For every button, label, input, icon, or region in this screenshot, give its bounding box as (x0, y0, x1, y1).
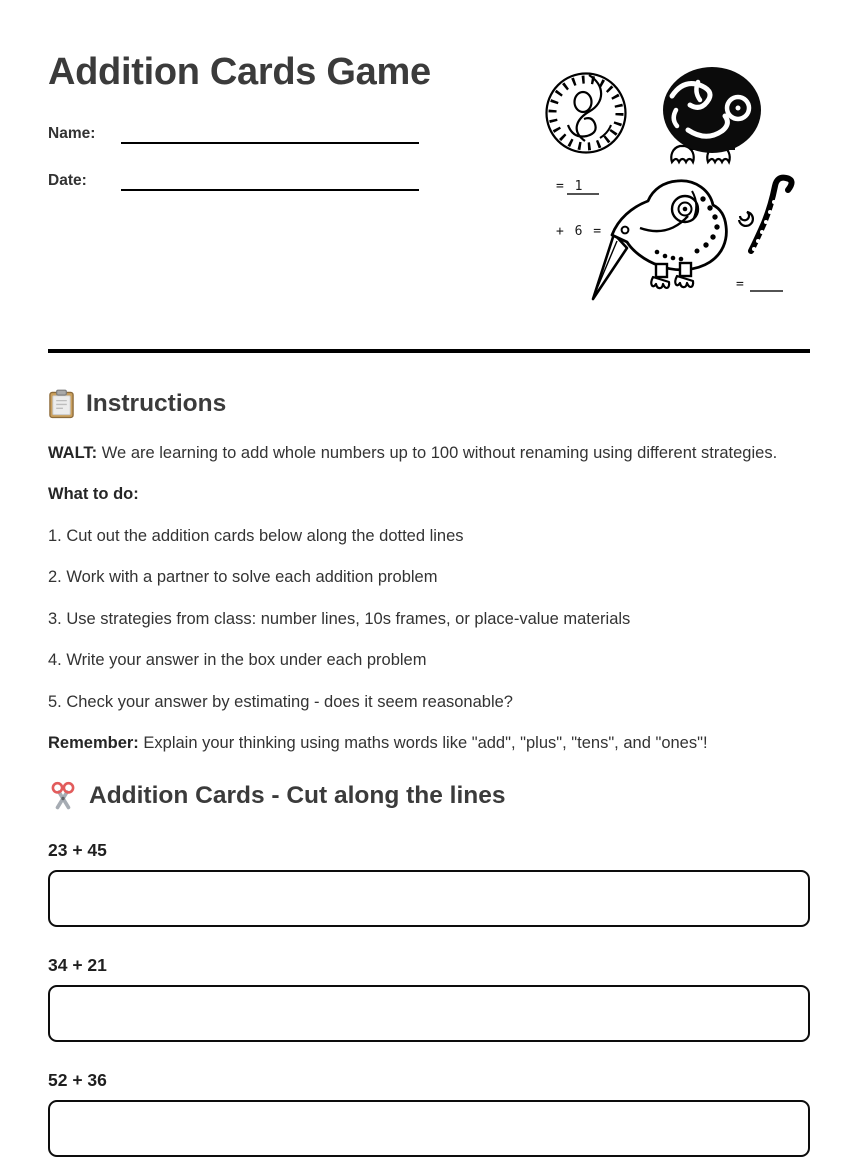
instruction-step-2: 2. Work with a partner to solve each addition problem (48, 568, 438, 586)
walt-text: We are learning to add whole numbers up to 100 without renaming using different strategies. (101, 443, 778, 462)
answer-box-2 (48, 985, 810, 1042)
instruction-step-4: 4. Write your answer in the box under each problem (48, 651, 427, 669)
maori-artwork (540, 58, 812, 306)
what-to-do-label: What to do: (48, 485, 139, 503)
addition-cards-heading-label: Addition Cards - Cut along the lines (89, 782, 506, 809)
kiwi-drawing (593, 181, 726, 299)
instructions-heading (48, 389, 810, 419)
instruction-step-3: 3. Use strategies from class: number lines, 10s frames, or place-value materials (48, 609, 631, 628)
maori-artwork-svg (540, 58, 812, 306)
walt-line (48, 442, 810, 464)
section-divider (48, 349, 810, 353)
answer-box-1 (48, 870, 810, 927)
clipboard-icon (48, 389, 75, 419)
page-title: Addition Cards Game (48, 51, 431, 93)
instruction-step-1: 1. Cut out the addition cards below along the dotted lines (48, 526, 464, 545)
instructions-heading-label: Instructions (86, 389, 227, 417)
problem-label-2: 34 + 21 (48, 955, 107, 975)
remember-text: Explain your thinking using maths words like "add", "plus", "tens", and "ones"! (143, 734, 708, 752)
walt-label: WALT: (48, 443, 98, 462)
ruru-bird-drawing (663, 67, 761, 162)
problem-label-3: 52 + 36 (48, 1070, 107, 1090)
instructions-body (48, 442, 810, 755)
problem-label-1: 23 + 45 (48, 840, 107, 860)
answer-box-3 (48, 1100, 810, 1157)
artwork-equation-mid: + 6 = (556, 224, 603, 239)
date-label: Date: (48, 172, 87, 189)
koru-disc-drawing (547, 74, 626, 153)
artwork-equation-top: = 1 (556, 179, 584, 194)
name-writing-line (121, 124, 419, 144)
instruction-step-5: 5. Check your answer by estimating - does it seem reasonable? (48, 692, 513, 711)
fern-frond-drawing (739, 178, 792, 251)
name-label: Name: (48, 125, 96, 142)
remember-label: Remember: (48, 734, 139, 752)
artwork-equation-bottom: = (736, 277, 744, 292)
date-writing-line (121, 171, 419, 191)
scissors-icon (48, 781, 78, 811)
addition-cards-list (48, 838, 810, 1157)
remember-line (48, 732, 810, 754)
addition-cards-heading (48, 781, 810, 811)
